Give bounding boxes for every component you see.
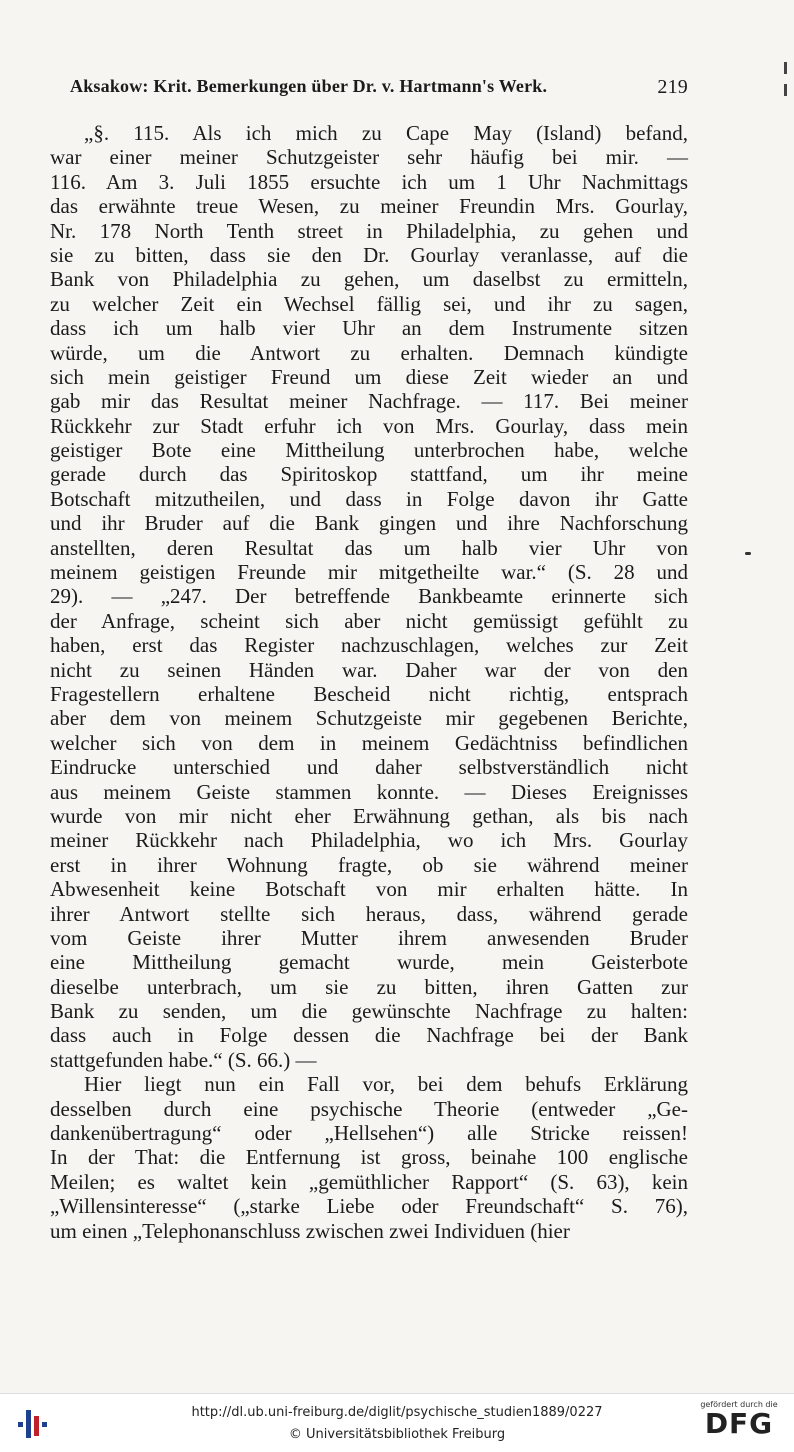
text-line: sich mein geistiger Freund um diese Zeit wieder an und — [50, 364, 688, 389]
text-line: vom Geiste ihrer Mutter ihrem anwesenden Bruder — [50, 925, 688, 950]
text-line: um einen „Telephonanschluss zwischen zwei Individuen (hier — [50, 1218, 570, 1243]
text-line: Bank zu senden, um die gewünschte Nachfrage zu halten: — [50, 999, 688, 1024]
page-number: 219 — [657, 76, 688, 98]
text-line: würde, um die Antwort zu erhalten. Demnach kündigte — [50, 340, 688, 365]
text-line: dieselbe unterbrach, um sie zu bitten, ihren Gatten zur — [50, 974, 688, 999]
text-line: Meilen; es waltet kein „gemüthlicher Rapport“ (S. 63), kein — [50, 1169, 688, 1194]
text-line: dankenübertragung“ oder „Hellsehen“) alle Stricke reissen! — [50, 1121, 688, 1146]
text-line: und ihr Bruder auf die Bank gingen und ihre Nachforschung — [50, 511, 688, 536]
permalink-url[interactable]: http://dl.ub.uni-freiburg.de/diglit/psychische_studien1889/0227 — [191, 1405, 603, 1420]
text-line: gab mir das Resultat meiner Nachfrage. — 117. Bei meiner — [50, 389, 688, 414]
page-edge-marks — [784, 62, 794, 102]
text-line: Hier liegt nun ein Fall vor, bei dem behufs Erklärung — [84, 1072, 688, 1097]
text-line: Eindrucke unterschied und daher selbstverständlich nicht — [50, 755, 688, 780]
text-line: ihrer Antwort stellte sich heraus, dass, während gerade — [50, 901, 688, 926]
text-line: Abwesenheit keine Botschaft von mir erhalten hätte. In — [50, 877, 688, 902]
text-line: aber dem von meinem Schutzgeiste mir gegebenen Berichte, — [50, 706, 688, 731]
text-line: aus meinem Geiste stammen konnte. — Dieses Ereignisses — [50, 779, 688, 804]
text-line: gerade durch das Spiritoskop stattfand, um ihr meine — [50, 462, 688, 487]
text-line: geistiger Bote eine Mittheilung unterbrochen habe, welche — [50, 438, 688, 463]
text-line: welcher sich von dem in meinem Gedächtniss befindlichen — [50, 730, 688, 755]
text-line: Bank von Philadelphia zu gehen, um daselbst zu ermitteln, — [50, 267, 688, 292]
text-line: eine Mittheilung gemacht wurde, mein Geisterbote — [50, 950, 688, 975]
running-title: Aksakow: Krit. Bemerkungen über Dr. v. Hartmann's Werk. — [70, 76, 548, 96]
text-line: war einer meiner Schutzgeister sehr häufig bei mir. — — [50, 145, 688, 170]
text-line: meiner Rückkehr nach Philadelphia, wo ich Mrs. Gourlay — [50, 828, 688, 853]
text-line: „Willensinteresse“ („starke Liebe oder Freundschaft“ S. 76), — [50, 1194, 688, 1219]
text-line: das erwähnte treue Wesen, zu meiner Freundin Mrs. Gourlay, — [50, 194, 688, 219]
scan-speck — [745, 552, 751, 555]
text-line: Rückkehr zur Stadt erfuhr ich von Mrs. Gourlay, dass mein — [50, 413, 688, 438]
text-line: nicht zu seinen Händen war. Daher war der von den — [50, 657, 688, 682]
text-line: dass ich um halb vier Uhr an dem Instrumente sitzen — [50, 316, 688, 341]
dfg-funding-logo — [694, 1400, 784, 1446]
text-line: wurde von mir nicht eher Erwähnung gethan, als bis nach — [50, 803, 688, 828]
copyright-notice: © Universitätsbibliothek Freiburg — [288, 1427, 506, 1442]
text-line: Fragestellern erhaltene Bescheid nicht richtig, entsprach — [50, 681, 688, 706]
text-line: Botschaft mitzutheilen, und dass in Folge davon ihr Gatte — [50, 486, 688, 511]
running-header — [70, 76, 688, 97]
text-line: erst in ihrer Wohnung fragte, ob sie während meiner — [50, 852, 688, 877]
text-line: In der That: die Entfernung ist gross, beinahe 100 englische — [50, 1145, 688, 1170]
funding-note: gefördert durch die — [700, 1400, 778, 1409]
text-line: anstellten, deren Resultat das um halb vier Uhr von — [50, 535, 688, 560]
text-line: 116. Am 3. Juli 1855 ersuchte ich um 1 Uhr Nachmittags — [50, 169, 688, 194]
body-text — [50, 121, 688, 1243]
dfg-logo-icon: DFG — [704, 1407, 774, 1440]
text-line: Nr. 178 North Tenth street in Philadelphia, zu gehen und — [50, 218, 688, 243]
text-line: meinem geistigen Freunde mir mitgetheilte war.“ (S. 28 und — [50, 560, 688, 585]
viewer-footer — [0, 1393, 794, 1452]
text-line: stattgefunden habe.“ (S. 66.) — — [50, 1047, 317, 1072]
text-line: desselben durch eine psychische Theorie (entweder „Ge- — [50, 1096, 688, 1121]
text-line: dass auch in Folge dessen die Nachfrage bei der Bank — [50, 1023, 688, 1048]
text-line: sie zu bitten, dass sie den Dr. Gourlay veranlasse, auf die — [50, 242, 688, 267]
text-line: zu welcher Zeit ein Wechsel fällig sei, und ihr zu sagen, — [50, 291, 688, 316]
text-line: „§. 115. Als ich mich zu Cape May (Island) befand, — [84, 121, 688, 145]
text-line: der Anfrage, scheint sich aber nicht gemüssigt gefühlt zu — [50, 608, 688, 633]
text-line: 29). — „247. Der betreffende Bankbeamte erinnerte sich — [50, 584, 688, 609]
text-line: haben, erst das Register nachzuschlagen, welches zur Zeit — [50, 633, 688, 658]
